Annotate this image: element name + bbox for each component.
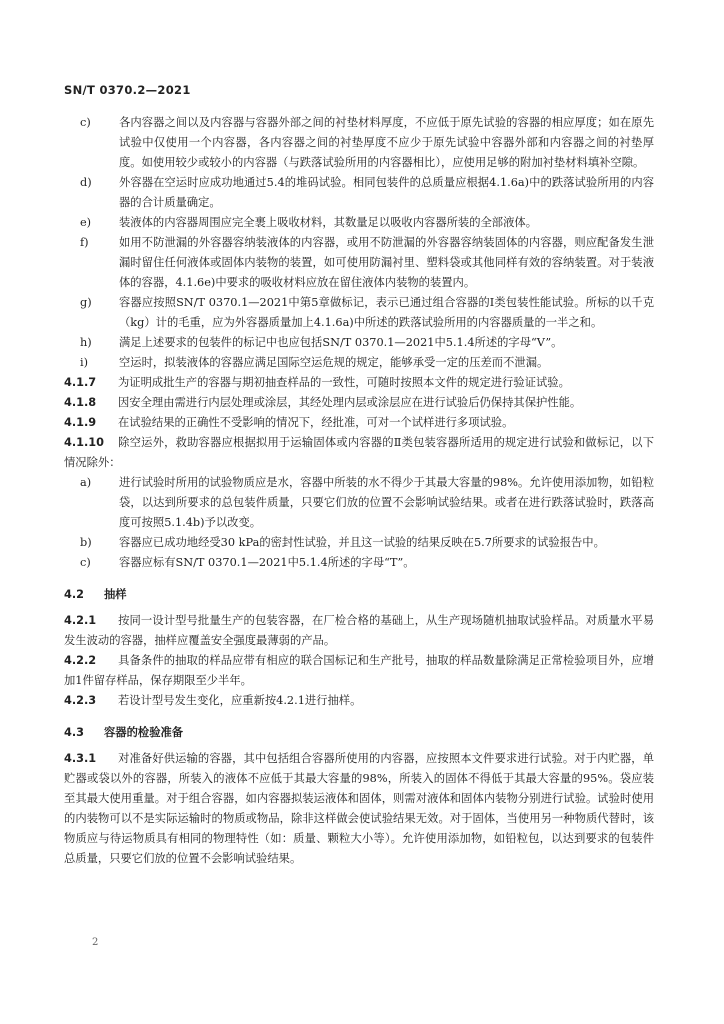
item-text: 容器应标有SN/T 0370.1—2021中5.1.4所述的字母“T”。 <box>119 556 415 569</box>
section-title: 抽样 <box>104 588 127 601</box>
clause-text: 对准备好供运输的容器，其中包括组合容器所使用的内容器，应按照本文件要求进行试验。对于内贮器，单贮器或袋以外的容器，所装入的液体不应低于其最大容量的98%，所装入的固体不得低于其最大容量的95%。袋应装至其最大使用重量。对于组合容器，如内容器拟装运液体和固体，则需对液体和固体内装物分别进行试验。试验时使用的内装物可以不是实际运输时的物质或物品，除非这样做会使试验结果无效。对于固体，当使用另一种物质代替时，该物质应与待运物质具有相同的物理特性（如：质量、颗粒大小等）。允许使用添加物，如铅粒包，以达到要求的包装件总质量，只要它们放的位置不会影响试验结果。 <box>64 752 654 865</box>
clause-text: 为证明成批生产的容器与期初抽查样品的一致性，可随时按照本文件的规定进行验证试验。 <box>118 376 570 389</box>
item-marker: c) <box>80 556 91 569</box>
section-heading-4-2 <box>64 585 654 605</box>
list-item-b <box>64 533 654 553</box>
item-marker: b) <box>80 536 92 549</box>
item-marker: f) <box>80 236 89 249</box>
list-item-i <box>64 353 654 373</box>
item-text: 容器应已成功地经受30 kPa的密封性试验，并且这一试验的结果反映在5.7所要求的试验报告中。 <box>119 536 605 549</box>
section-title: 容器的检验准备 <box>104 726 184 739</box>
list-item-f <box>64 233 654 293</box>
list-item-c <box>64 113 654 173</box>
list-c-to-i <box>64 113 654 373</box>
clause-number: 4.1.10 <box>64 436 105 449</box>
clause-4-2-2 <box>64 651 654 691</box>
item-marker: h) <box>80 336 92 349</box>
item-marker: e) <box>80 216 92 229</box>
list-item-a <box>64 473 654 533</box>
list-4-1-10 <box>64 473 654 573</box>
clause-text: 因安全理由需进行内层处理或涂层，其经处理内层或涂层应在进行试验后仍保持其保护性能。 <box>118 396 582 409</box>
clause-number: 4.1.9 <box>64 416 97 429</box>
list-item-e <box>64 213 654 233</box>
item-marker: a) <box>80 476 92 489</box>
section-number: 4.3 <box>64 726 85 739</box>
item-text: 满足上述要求的包装件的标记中也应包括SN/T 0370.1—2021中5.1.4所述的字母“V”。 <box>119 336 563 349</box>
clause-text: 若设计型号发生变化，应重新按4.2.1进行抽样。 <box>118 694 362 707</box>
clause-text: 具备条件的抽取的样品应带有相应的联合国标记和生产批号，抽取的样品数量除满足正常检验项目外，应增加1件留存样品，保存期限至少半年。 <box>64 654 654 687</box>
item-marker: c) <box>80 116 91 129</box>
item-marker: i) <box>80 356 89 369</box>
clause-text: 按同一设计型号批量生产的包装容器，在厂检合格的基础上，从生产现场随机抽取试验样品。对质量水平易发生波动的容器，抽样应覆盖安全强度最薄弱的产品。 <box>64 614 654 647</box>
section-heading-4-3 <box>64 723 654 743</box>
clause-4-2-1 <box>64 611 654 651</box>
clause-number: 4.3.1 <box>64 752 97 765</box>
item-text: 外容器在空运时应成功地通过5.4的堆码试验。相同包装件的总质量应根据4.1.6a)中的跌落试验所用的内容器的合计质量确定。 <box>119 176 654 209</box>
list-item-g <box>64 293 654 333</box>
item-text: 进行试验时所用的试验物质应是水，容器中所装的水不得少于其最大容量的98%。允许使用添加物，如铅粒袋，以达到所要求的总包装件质量，只要它们放的位置不会影响试验结果。或者在进行跌落试验时，跌落高度可按照5.1.4b)予以改变。 <box>119 476 654 529</box>
list-item-c-2 <box>64 553 654 573</box>
clause-4-3-1 <box>64 749 654 869</box>
item-marker: g) <box>80 296 92 309</box>
item-text: 各内容器之间以及内容器与容器外部之间的衬垫材料厚度，不应低于原先试验的容器的相应厚度；如在原先试验中仅使用一个内容器，各内容器之间的衬垫厚度不应少于原先试验中容器外部和内容器之间的衬垫厚度。如使用较少或较小的内容器（与跌落试验所用的内容器相比），应使用足够的附加衬垫材料填补空隙。 <box>119 116 654 169</box>
clause-text: 在试验结果的正确性不受影响的情况下，经批准，可对一个试样进行多项试验。 <box>118 416 514 429</box>
section-number: 4.2 <box>64 588 85 601</box>
item-text: 如用不防泄漏的外容器容纳装液体的内容器，或用不防泄漏的外容器容纳装固体的内容器，则应配备发生泄漏时留住任何液体或固体内装物的装置，如可使用防漏衬里、塑料袋或其他同样有效的容纳装置。对于装液体的容器，4.1.6e)中要求的吸收材料应放在留住液体内装物的装置内。 <box>119 236 654 289</box>
clause-number: 4.1.8 <box>64 396 97 409</box>
standard-number-header: SN/T 0370.2—2021 <box>64 83 191 97</box>
page-number: 2 <box>92 937 99 948</box>
clause-text: 除空运外，救助容器应根据拟用于运输固体或内容器的Ⅱ类包装容器所适用的规定进行试验和做标记，以下情况除外： <box>64 436 654 469</box>
item-text: 装液体的内容器周围应完全裹上吸收材料，其数量足以吸收内容器所装的全部液体。 <box>119 216 537 229</box>
item-marker: d) <box>80 176 92 189</box>
document-body <box>64 113 654 869</box>
clause-4-1-10 <box>64 433 654 473</box>
list-item-d <box>64 173 654 213</box>
clause-number: 4.1.7 <box>64 376 97 389</box>
list-item-h <box>64 333 654 353</box>
clause-number: 4.2.2 <box>64 654 97 667</box>
clause-4-2-3 <box>64 691 654 711</box>
clause-4-1-8 <box>64 393 654 413</box>
item-text: 容器应按照SN/T 0370.1—2021中第5章做标记，表示已通过组合容器的Ⅰ类包装性能试验。所标的以千克（kg）计的毛重，应为外容器质量加上4.1.6a)中所述的跌落试验所用的内容器质量的一半之和。 <box>119 296 654 329</box>
clause-number: 4.2.1 <box>64 614 97 627</box>
clause-number: 4.2.3 <box>64 694 97 707</box>
clause-4-1-9 <box>64 413 654 433</box>
clause-4-1-7 <box>64 373 654 393</box>
item-text: 空运时，拟装液体的容器应满足国际空运危规的规定，能够承受一定的压差而不泄漏。 <box>119 356 549 369</box>
